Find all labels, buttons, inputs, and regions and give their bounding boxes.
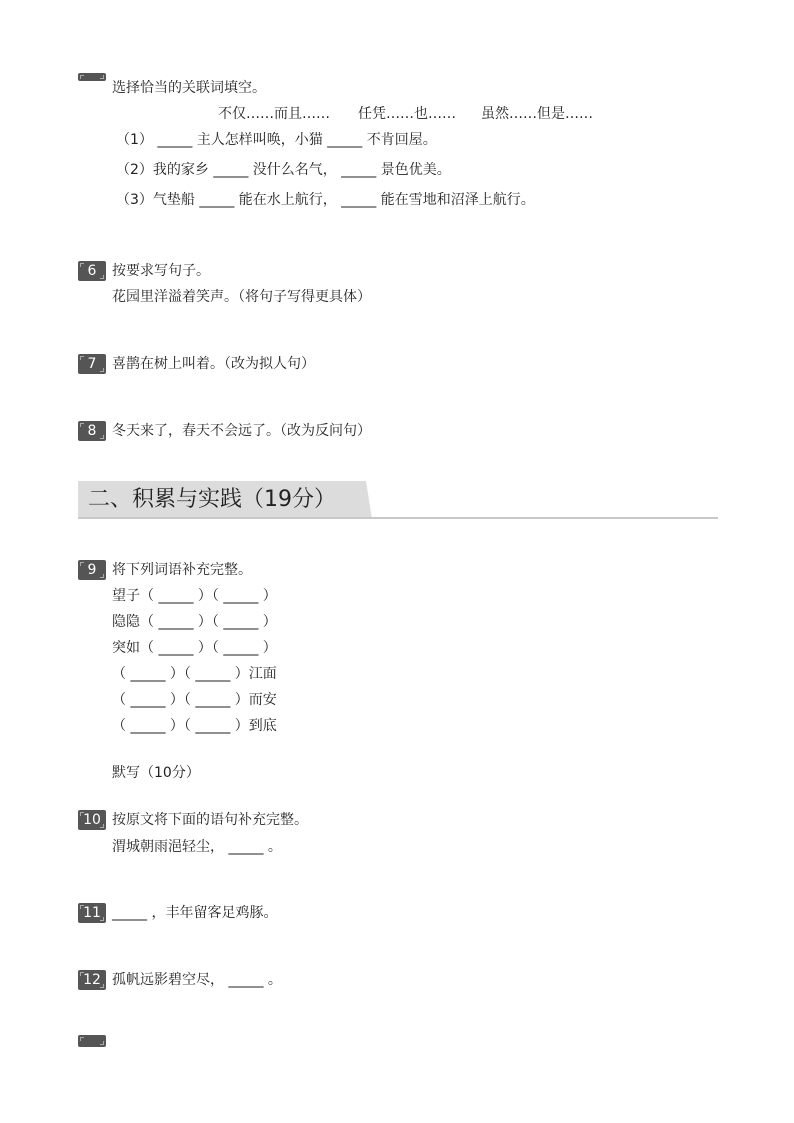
question-number-badge: 9: [78, 560, 106, 580]
q9-instruction: 将下列词语补充完整。: [112, 562, 252, 578]
q10-instruction: 按原文将下面的语句补充完整。: [112, 812, 308, 828]
q9-row-5: （ _____ ）（ _____ ）而安: [112, 692, 277, 708]
q5-option-3: 虽然……但是……: [481, 106, 593, 122]
question-number-badge: [78, 1035, 106, 1047]
q6-sentence: 花园里洋溢着笑声。（将句子写得更具体）: [112, 289, 371, 305]
q12-text: 孤帆远影碧空尽， _____ 。: [112, 972, 282, 988]
dictation-label: 默写（10分）: [112, 765, 200, 781]
q9-row-2: 隐隐（ _____ ）（ _____ ）: [112, 614, 277, 630]
question-number-badge: 11: [78, 903, 106, 923]
question-number-badge: 12: [78, 970, 106, 990]
q8-text: 冬天来了，春天不会远了。（改为反问句）: [112, 423, 371, 439]
question-number-badge: 6: [78, 261, 106, 281]
q5-item-3: （3）气垫船 _____ 能在水上航行， _____ 能在雪地和沼泽上航行。: [116, 192, 535, 208]
q5-item-1: （1） _____ 主人怎样叫唤，小猫 _____ 不肯回屋。: [116, 132, 437, 148]
q5-instruction: 选择恰当的关联词填空。: [112, 80, 266, 96]
q5-item-2: （2）我的家乡 _____ 没什么名气， _____ 景色优美。: [116, 162, 451, 178]
q11-text: _____ ，丰年留客足鸡豚。: [112, 905, 278, 921]
section-header-rule: [78, 517, 718, 519]
q5-option-1: 不仅……而且……: [218, 106, 330, 122]
q9-row-1: 望子（ _____ ）（ _____ ）: [112, 588, 277, 604]
q9-row-3: 突如（ _____ ）（ _____ ）: [112, 640, 277, 656]
question-number-badge: 7: [78, 354, 106, 374]
q5-option-2: 任凭……也……: [358, 106, 456, 122]
q7-text: 喜鹊在树上叫着。（改为拟人句）: [112, 356, 315, 372]
question-number-badge: [78, 73, 106, 81]
section-title: 二、积累与实践（19分）: [88, 487, 336, 512]
q9-row-6: （ _____ ）（ _____ ）到底: [112, 718, 277, 734]
question-number-badge: 8: [78, 421, 106, 441]
section-header: [78, 481, 718, 519]
q10-text: 渭城朝雨浥轻尘， _____ 。: [112, 839, 282, 855]
q9-row-4: （ _____ ）（ _____ ）江面: [112, 666, 277, 682]
q6-instruction: 按要求写句子。: [112, 263, 210, 279]
question-number-badge: 10: [78, 810, 106, 830]
